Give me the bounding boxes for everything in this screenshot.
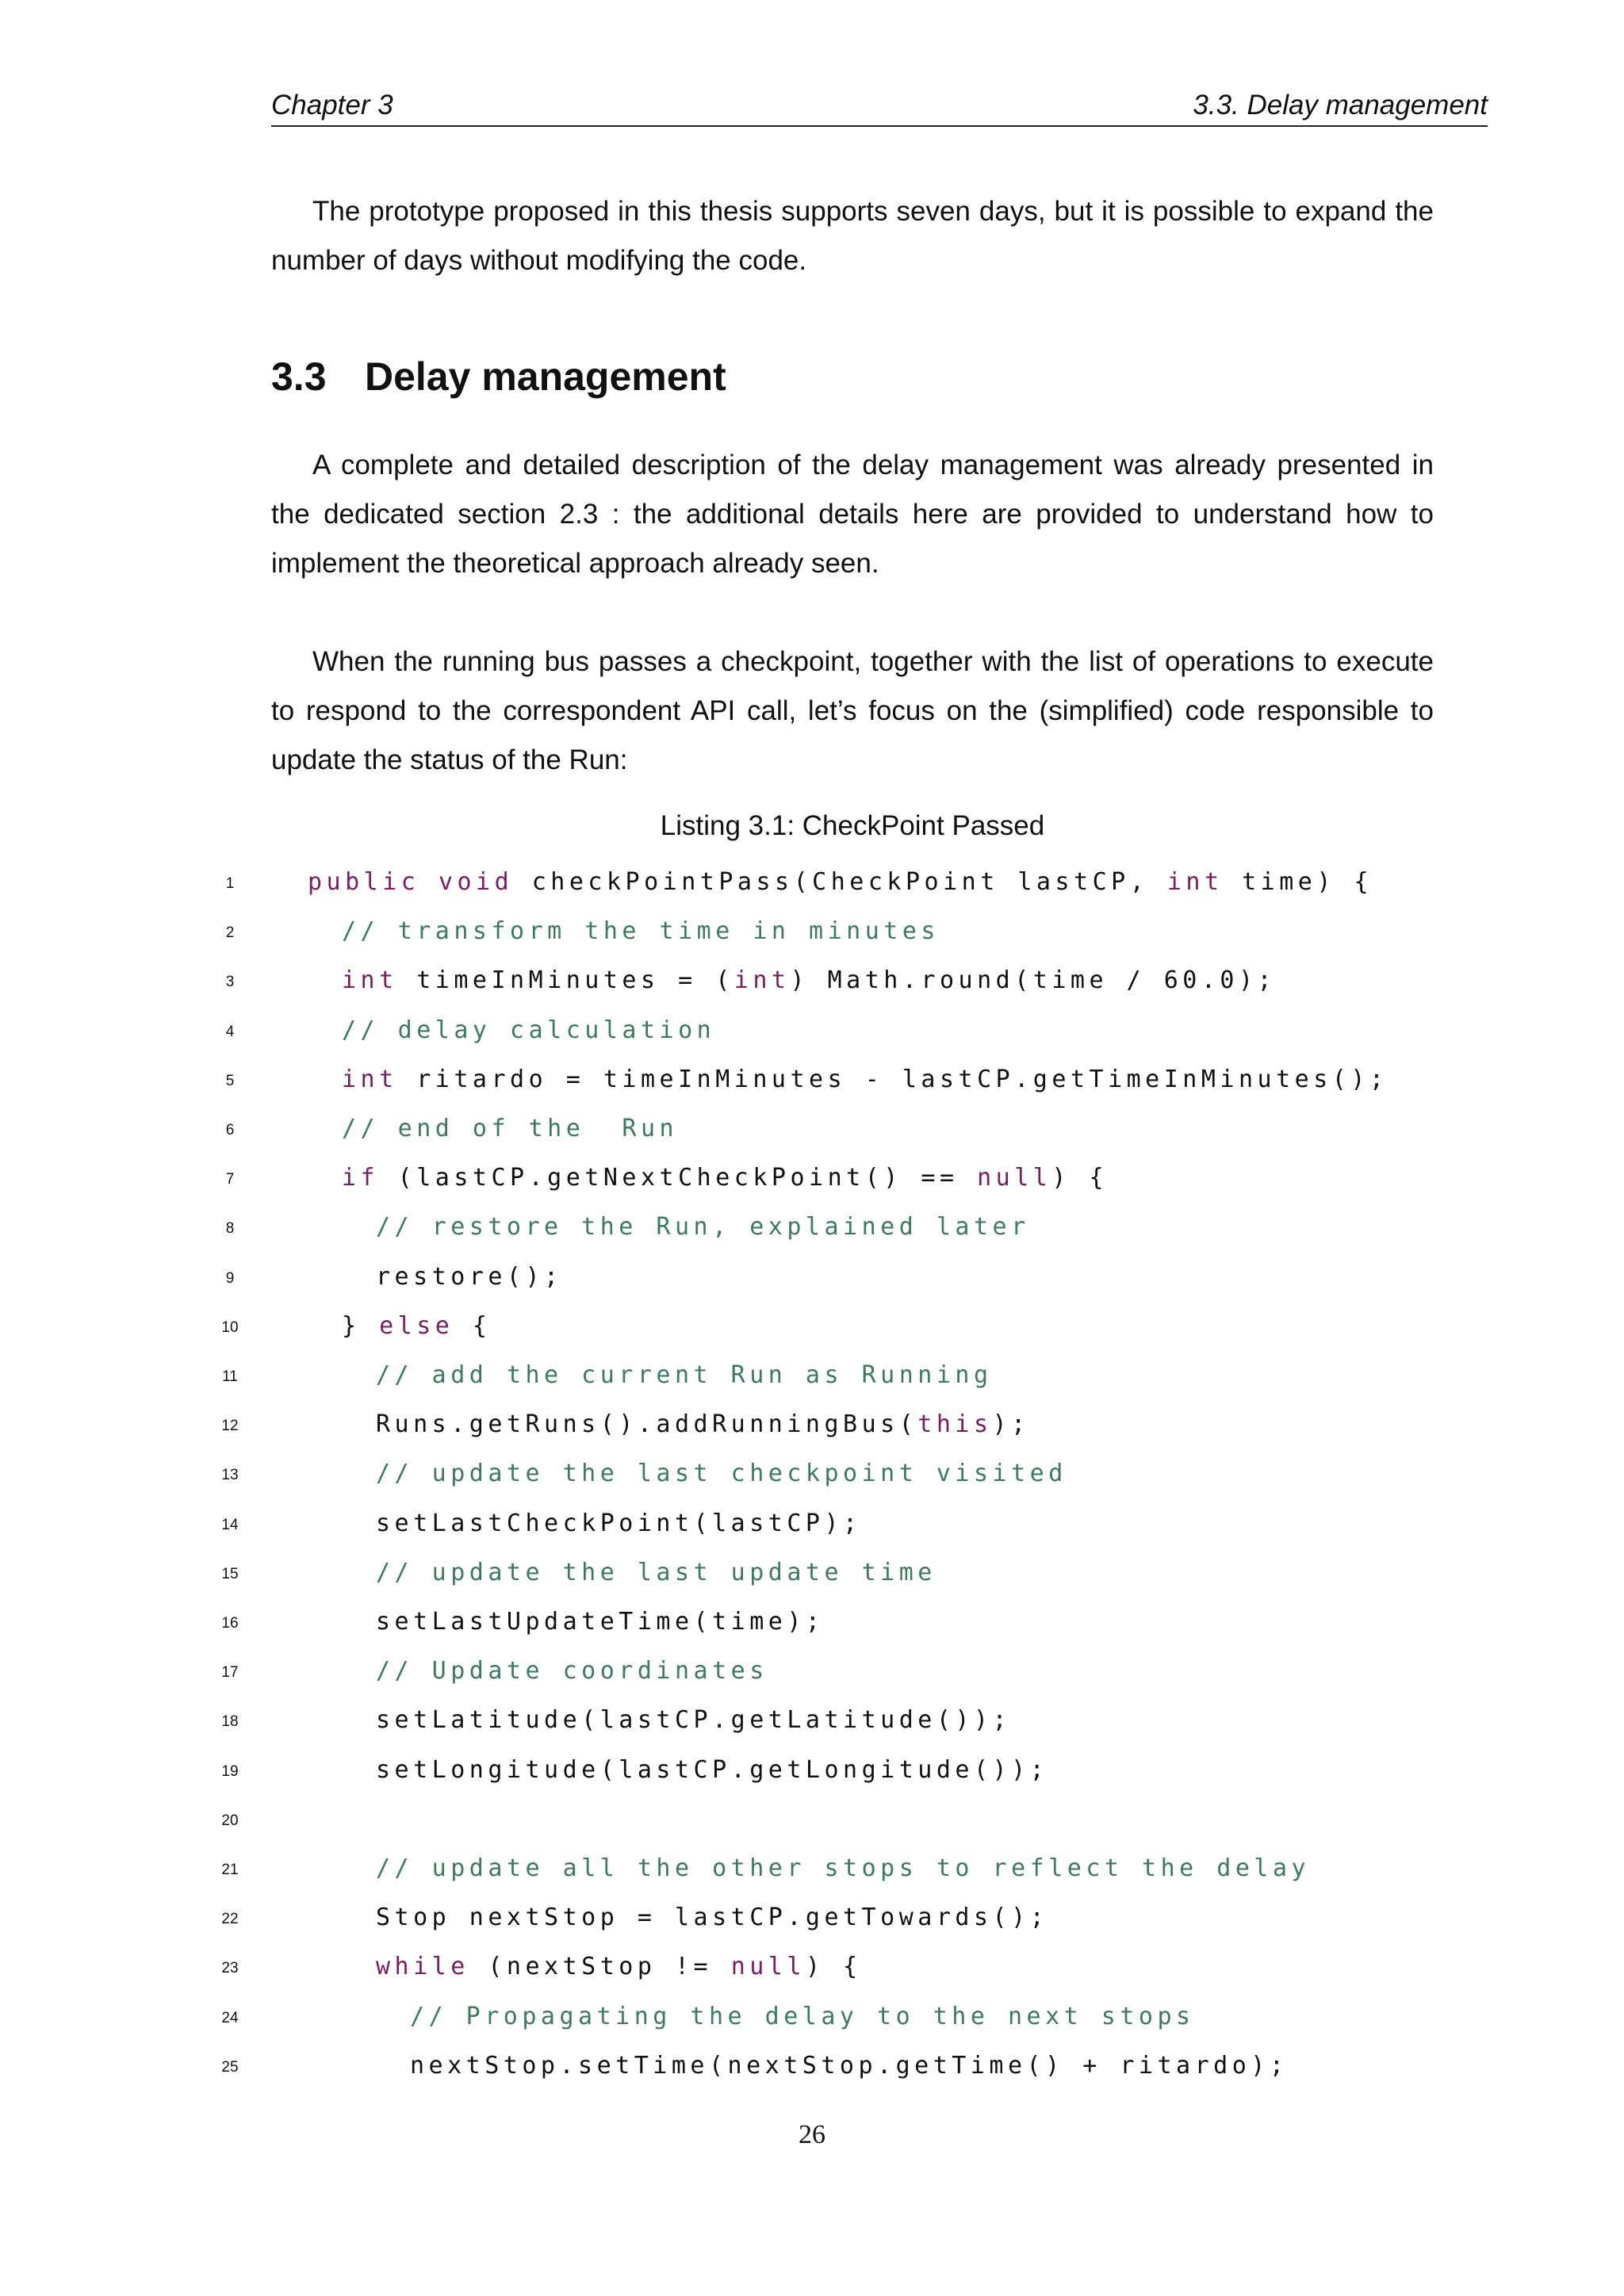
- code-line: [0, 1696, 1624, 1745]
- line-number: 25: [221, 2058, 239, 2076]
- code-text: [342, 1302, 492, 1351]
- code-keyword: if: [342, 1164, 380, 1192]
- code-text: [342, 1055, 1388, 1104]
- code-text: [376, 1548, 936, 1598]
- code-comment: // update all the other stops to reflect the delay: [376, 1854, 1311, 1882]
- code-text: [342, 1104, 678, 1154]
- section-heading: [271, 349, 726, 404]
- code-text: [342, 1154, 1108, 1203]
- line-number: 5: [225, 1072, 235, 1089]
- line-number: 6: [225, 1122, 235, 1138]
- code-text: [342, 907, 940, 956]
- code-line: [0, 2042, 1624, 2091]
- code-keyword: void: [438, 868, 514, 896]
- code-comment: // transform the time in minutes: [342, 917, 940, 946]
- code-keyword: int: [342, 1065, 398, 1093]
- code-comment: // update the last checkpoint visited: [376, 1460, 1067, 1488]
- code-line: [0, 1302, 1624, 1351]
- line-number: 17: [221, 1664, 239, 1682]
- line-number: 18: [221, 1713, 239, 1731]
- line-number: 10: [221, 1318, 239, 1336]
- code-comment: // restore the Run, explained later: [376, 1213, 1030, 1242]
- code-token: ) {: [1051, 1164, 1109, 1192]
- code-comment: // Update coordinates: [376, 1657, 768, 1686]
- code-token: time) {: [1223, 868, 1373, 896]
- code-text: [410, 1992, 1195, 2042]
- line-number: 22: [221, 1911, 239, 1928]
- page-number: 26: [799, 2120, 825, 2149]
- listing-caption: Listing 3.1: CheckPoint Passed: [660, 810, 1045, 841]
- code-line: [0, 1253, 1624, 1302]
- section-label: 3.3. Delay management: [1193, 90, 1488, 121]
- code-line: [0, 1548, 1624, 1598]
- code-token: (lastCP.getNextCheckPoint() ==: [379, 1164, 978, 1192]
- line-number: 1: [225, 875, 235, 892]
- line-number: 23: [221, 1960, 239, 1977]
- code-text: [376, 1844, 1310, 1893]
- code-token: timeInMinutes = (: [397, 966, 734, 995]
- code-comment: // update the last update time: [376, 1558, 936, 1586]
- code-text: [308, 858, 1373, 907]
- code-line: [0, 1942, 1624, 1992]
- body-paragraph: A complete and detailed description of the delay management was already presented in the dedicated section 2.3 : the additional details here are provided to understand how to implement the theoretical approach already seen.: [271, 450, 1434, 579]
- line-number: 15: [221, 1565, 239, 1582]
- code-comment: // add the current Run as Running: [376, 1361, 993, 1389]
- code-text: [376, 1696, 1011, 1745]
- code-text: [342, 956, 1276, 1005]
- line-number: 24: [221, 2009, 239, 2026]
- code-token: ritardo = timeInMinutes - lastCP.getTimeInMinutes();: [397, 1065, 1388, 1093]
- code-comment: // Propagating the delay to the next stops: [410, 2002, 1195, 2030]
- code-token: setLatitude(lastCP.getLatitude());: [376, 1706, 1012, 1735]
- code-text: [342, 1006, 715, 1055]
- line-number: 9: [225, 1269, 235, 1287]
- code-line: [0, 1006, 1624, 1055]
- code-token: {: [454, 1311, 492, 1340]
- code-text: [376, 1647, 768, 1696]
- code-line: [0, 1154, 1624, 1203]
- code-token: checkPointPass(CheckPoint lastCP,: [513, 868, 1167, 896]
- code-text: [376, 1351, 993, 1400]
- code-keyword: int: [733, 966, 791, 995]
- line-number: 21: [221, 1862, 239, 1878]
- code-line: [0, 1647, 1624, 1696]
- code-line: [0, 1449, 1624, 1498]
- line-number: 4: [225, 1023, 235, 1040]
- code-token: setLastUpdateTime(time);: [376, 1608, 825, 1636]
- line-number: 19: [221, 1762, 239, 1780]
- body-paragraph: When the running bus passes a checkpoint, together with the list of operations to execute to respond to the correspondent API call, let’s focus on the (simplified) code responsible to update the status of the Run:: [271, 646, 1434, 775]
- code-comment: // end of the Run: [342, 1115, 679, 1142]
- code-line: [0, 1104, 1624, 1154]
- line-number: 8: [225, 1220, 235, 1238]
- running-header: [271, 86, 1488, 127]
- code-token: restore();: [376, 1262, 563, 1291]
- intro-paragraph: The prototype proposed in this thesis supports seven days, but it is possible to expand the number of days without modifying the code.: [271, 196, 1434, 276]
- line-number: 14: [221, 1516, 239, 1533]
- code-text: [376, 1746, 1048, 1795]
- code-token: }: [342, 1311, 380, 1340]
- code-line: [0, 1055, 1624, 1104]
- code-token: Stop nextStop = lastCP.getTowards();: [376, 1904, 1049, 1932]
- code-comment: // delay calculation: [342, 1016, 716, 1044]
- code-keyword: int: [1166, 868, 1224, 896]
- code-keyword: null: [730, 1953, 806, 1981]
- code-token: setLongitude(lastCP.getLongitude());: [376, 1755, 1049, 1784]
- code-token: (nextStop !=: [469, 1953, 731, 1981]
- code-line: [0, 1746, 1624, 1795]
- code-keyword: int: [342, 966, 398, 995]
- code-line: [0, 1351, 1624, 1400]
- code-text: [376, 1499, 862, 1548]
- line-number: 2: [225, 924, 235, 942]
- code-line: [0, 1893, 1624, 1942]
- code-keyword: null: [977, 1164, 1052, 1192]
- code-line: [0, 1598, 1624, 1647]
- code-line: [0, 1844, 1624, 1893]
- code-keyword: else: [379, 1311, 454, 1340]
- code-text: [376, 1400, 1030, 1449]
- code-line: [0, 956, 1624, 1005]
- code-token: ) {: [805, 1953, 862, 1981]
- section-number: 3.3: [271, 354, 327, 399]
- line-number: 7: [225, 1171, 235, 1188]
- code-token: setLastCheckPoint(lastCP);: [376, 1509, 862, 1537]
- code-line: [0, 1203, 1624, 1252]
- code-token: nextStop.setTime(nextStop.getTime() + ritardo);: [410, 2051, 1289, 2080]
- line-number: 12: [221, 1418, 239, 1435]
- code-text: [376, 1203, 1030, 1252]
- code-keyword: public: [308, 868, 420, 896]
- line-number: 13: [221, 1467, 239, 1484]
- code-line: [0, 858, 1624, 907]
- code-line: [0, 1400, 1624, 1449]
- code-keyword: this: [917, 1410, 993, 1439]
- code-token: Runs.getRuns().addRunningBus(: [376, 1410, 918, 1439]
- code-line: [0, 1992, 1624, 2042]
- code-text: [410, 2042, 1288, 2091]
- code-token: );: [992, 1410, 1030, 1439]
- code-token: [419, 868, 439, 896]
- line-number: 11: [222, 1368, 238, 1385]
- line-number: 20: [221, 1812, 239, 1829]
- code-text: [376, 1253, 563, 1302]
- code-keyword: while: [376, 1953, 469, 1981]
- code-line: [0, 1499, 1624, 1548]
- code-text: [376, 1449, 1067, 1498]
- code-text: [376, 1893, 1048, 1942]
- code-text: [376, 1598, 824, 1647]
- code-text: [376, 1942, 862, 1992]
- line-number: 16: [221, 1615, 239, 1632]
- chapter-label: Chapter 3: [271, 90, 393, 121]
- code-line: [0, 907, 1624, 956]
- code-token: ) Math.round(time / 60.0);: [790, 966, 1277, 995]
- line-number: 3: [225, 974, 235, 991]
- code-line: [0, 1795, 1624, 1844]
- section-title: Delay management: [365, 354, 726, 399]
